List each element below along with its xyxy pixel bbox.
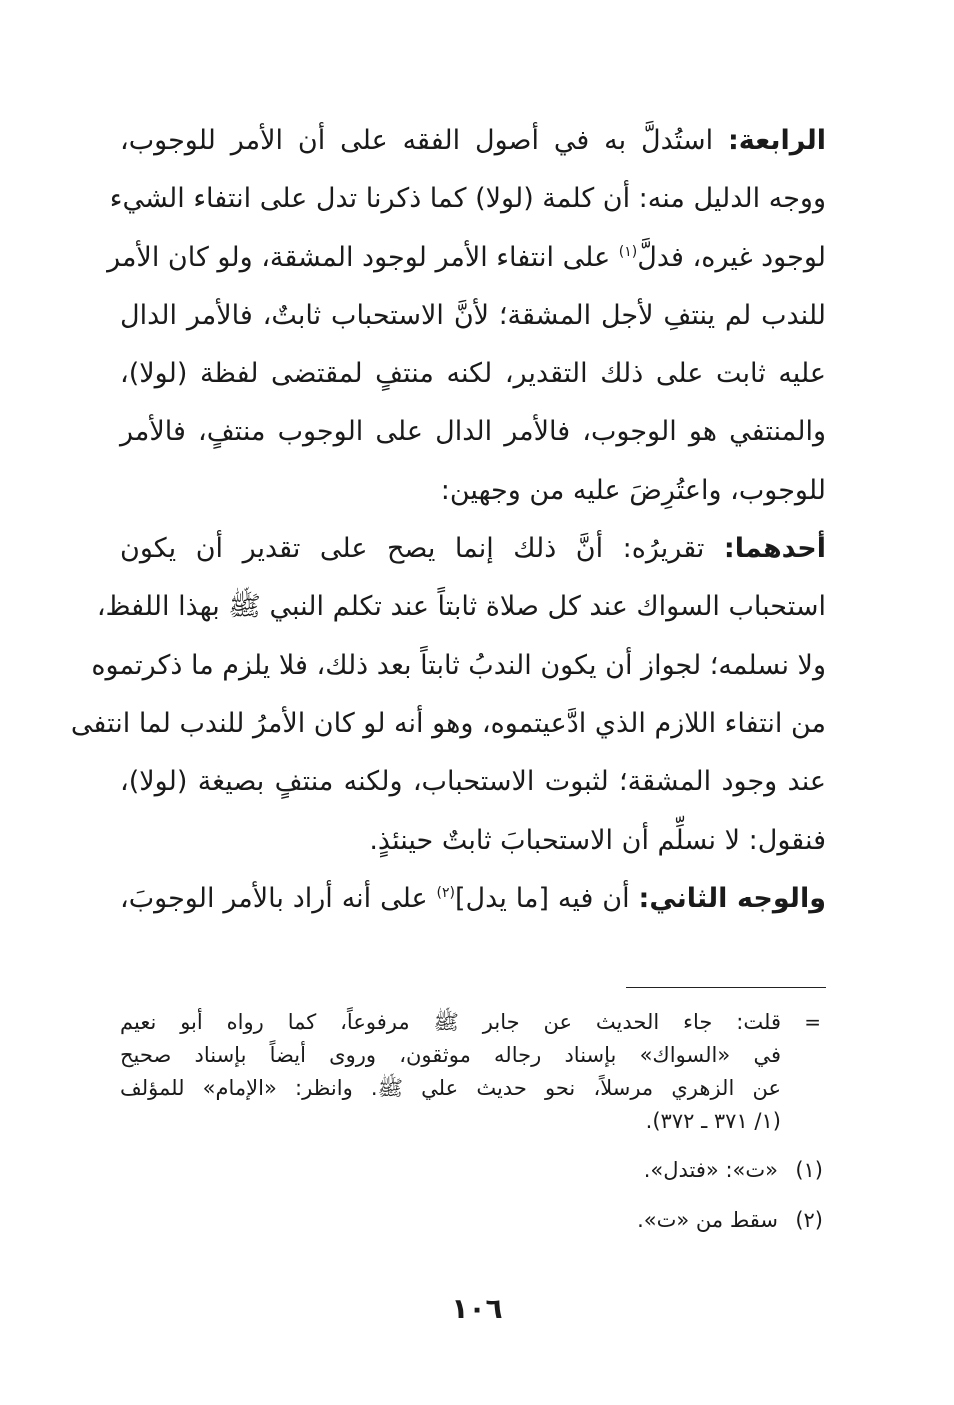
line-text: أن فيه [ما يدل] bbox=[455, 882, 630, 914]
line-text: من انتفاء اللازم الذي ادَّعيتموه، وهو أنه لو كان الأمرُ للندب لما انتفى bbox=[70, 707, 826, 739]
continuation-mark: = bbox=[804, 1010, 821, 1034]
text-line bbox=[120, 287, 826, 345]
paragraph-heading: أحدهما: bbox=[723, 533, 826, 565]
text-line bbox=[96, 578, 826, 636]
line-text: ووجه الدليل منه: أن كلمة (لولا) كما ذكرنا تدل على انتفاء الشيء bbox=[109, 183, 826, 215]
text-line bbox=[109, 170, 826, 228]
text-line bbox=[70, 695, 826, 753]
line-text: استحباب السواك عند كل صلاة ثابتاً عند تكلم النبي ﷺ بهذا اللفظ، bbox=[96, 591, 826, 623]
line-text: عند وجود المشقة؛ لثبوت الاستحباب، ولكنه منتفٍ بصيغة (لولا)، bbox=[120, 766, 826, 798]
paragraph-heading: الرابعة: bbox=[727, 125, 826, 156]
footnote-line: (١/ ٣٧١ ـ ٣٧٢). bbox=[645, 1109, 781, 1133]
footnote-ref[interactable]: (٢) bbox=[436, 884, 456, 901]
text-line bbox=[120, 870, 826, 928]
line-text: والمنتفي هو الوجوب، فالأمر الدال على الوجوب منتفٍ، فالأمر bbox=[120, 416, 826, 448]
footnote-divider bbox=[626, 987, 826, 988]
text-line bbox=[120, 462, 826, 520]
line-text: ولا نسلمه؛ لجواز أن يكون الندبُ ثابتاً بعد ذلك، فلا يلزم ما ذكرتموه bbox=[91, 649, 826, 681]
line-text: تقريرُه: أنَّ ذلك إنما يصح على تقدير أن يكون bbox=[120, 533, 705, 565]
text-line bbox=[107, 229, 826, 287]
footnote-continuation bbox=[120, 1006, 826, 1138]
footnote-item bbox=[120, 1152, 826, 1188]
line-text-tail: على أنه أراد بالأمر الوجوبَ، bbox=[120, 882, 428, 914]
text-line bbox=[120, 753, 826, 811]
line-text: فنقول: لا نسلِّم أن الاستحبابَ ثابتٌ حينئذٍ. bbox=[369, 824, 826, 856]
line-text: عليه ثابت على ذلك التقدير، لكنه منتفٍ لمقتضى لفظة (لولا)، bbox=[120, 358, 826, 390]
footnote-line: في «السواك» بإسناد رجاله موثقون، وروى أيضاً بإسناد صحيح bbox=[120, 1043, 781, 1067]
text-line bbox=[91, 637, 826, 695]
text-line bbox=[120, 345, 826, 403]
footnote-text: سقط من «ت». bbox=[637, 1208, 778, 1232]
footnote-ref[interactable]: (١) bbox=[618, 243, 638, 260]
line-text-tail: على انتفاء الأمر لوجود المشقة، ولو كان الأمر bbox=[107, 241, 611, 273]
line-text: للوجوب، واعتُرِضَ عليه من وجهين: bbox=[440, 474, 826, 506]
page-number: ١٠٦ bbox=[451, 1292, 503, 1325]
footnote-item bbox=[120, 1202, 826, 1238]
footnotes bbox=[120, 1006, 826, 1238]
text-line bbox=[120, 403, 826, 461]
line-text: لوجود غيره، فدلَّ bbox=[637, 241, 826, 273]
footnote-line: قلت: جاء الحديث عن جابر ﷺ مرفوعاً، كما رواه أبو نعيم bbox=[120, 1010, 781, 1034]
paragraph-heading: والوجه الثاني: bbox=[638, 882, 826, 914]
footnote-text: «ت»: «فتدل». bbox=[643, 1158, 778, 1182]
footnote-number: (١) bbox=[795, 1158, 823, 1182]
line-text: استُدلَّ به في أصول الفقه على أن الأمر للوجوب، bbox=[120, 125, 714, 156]
main-text bbox=[70, 112, 826, 928]
text-line bbox=[120, 812, 826, 870]
footnote-number: (٢) bbox=[795, 1208, 823, 1232]
text-line bbox=[120, 520, 826, 578]
line-text: للندب لم ينتفِ لأجل المشقة؛ لأنَّ الاستحباب ثابتٌ، فالأمر الدال bbox=[120, 299, 826, 331]
footnote-line: عن الزهري مرسلاً، نحو حديث علي ﷺ. وانظر: «الإمام» للمؤلف bbox=[120, 1076, 781, 1100]
text-line bbox=[120, 112, 826, 170]
